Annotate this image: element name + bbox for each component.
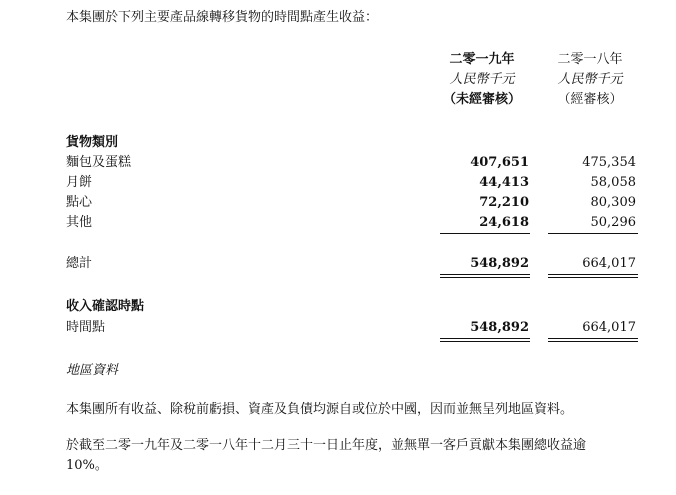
row-value-2018: 50,296 <box>590 215 636 230</box>
row-label: 點心 <box>66 195 93 210</box>
col-2019-unit: 人民幣千元 <box>449 72 515 87</box>
intro-text: 本集團於下列主要產品線轉移貨物的時間點產生收益： <box>66 10 379 25</box>
row-label: 月餅 <box>66 175 93 190</box>
col-2018-note: （經審核） <box>557 92 623 107</box>
total-value-2019: 548,892 <box>470 256 529 271</box>
total-double-rule-2019 <box>440 274 530 278</box>
row-value-2019: 548,892 <box>470 320 529 335</box>
row-value-2019: 72,210 <box>479 195 529 210</box>
geo-title: 地區資料 <box>66 363 119 378</box>
col-2018-unit: 人民幣千元 <box>557 72 623 87</box>
total-label: 總計 <box>66 256 93 271</box>
section2-double-rule-2019 <box>440 338 530 342</box>
row-value-2019: 44,413 <box>479 175 529 190</box>
row-value-2019: 407,651 <box>470 155 529 170</box>
row-value-2018: 80,309 <box>590 195 636 210</box>
row-label: 其他 <box>66 215 93 230</box>
row-label: 時間點 <box>66 320 106 335</box>
section-goods-title: 貨物類別 <box>66 135 119 150</box>
total-value-2018: 664,017 <box>582 256 636 271</box>
row-value-2018: 475,354 <box>582 155 636 170</box>
total-double-rule-2018 <box>548 274 638 278</box>
row-label: 麵包及蛋糕 <box>66 155 132 170</box>
subtotal-rule-2018 <box>548 233 638 234</box>
geo-paragraph-2: 於截至二零一九年及二零一八年十二月三十一日止年度，並無單一客戶貢獻本集團總收益逾10%。 <box>66 438 587 473</box>
col-2018-year: 二零一八年 <box>557 52 623 67</box>
row-value-2018: 664,017 <box>582 320 636 335</box>
section-recognition-title: 收入確認時點 <box>66 299 145 314</box>
col-2019-note: （未經審核） <box>442 92 521 107</box>
row-value-2019: 24,618 <box>479 215 529 230</box>
section2-double-rule-2018 <box>548 338 638 342</box>
subtotal-rule-2019 <box>440 233 530 234</box>
geo-paragraph-1: 本集團所有收益、除稅前虧損、資產及負債均源自或位於中國，因而並無呈列地區資料。 <box>66 402 574 417</box>
row-value-2018: 58,058 <box>590 175 636 190</box>
col-2019-year: 二零一九年 <box>449 52 515 67</box>
